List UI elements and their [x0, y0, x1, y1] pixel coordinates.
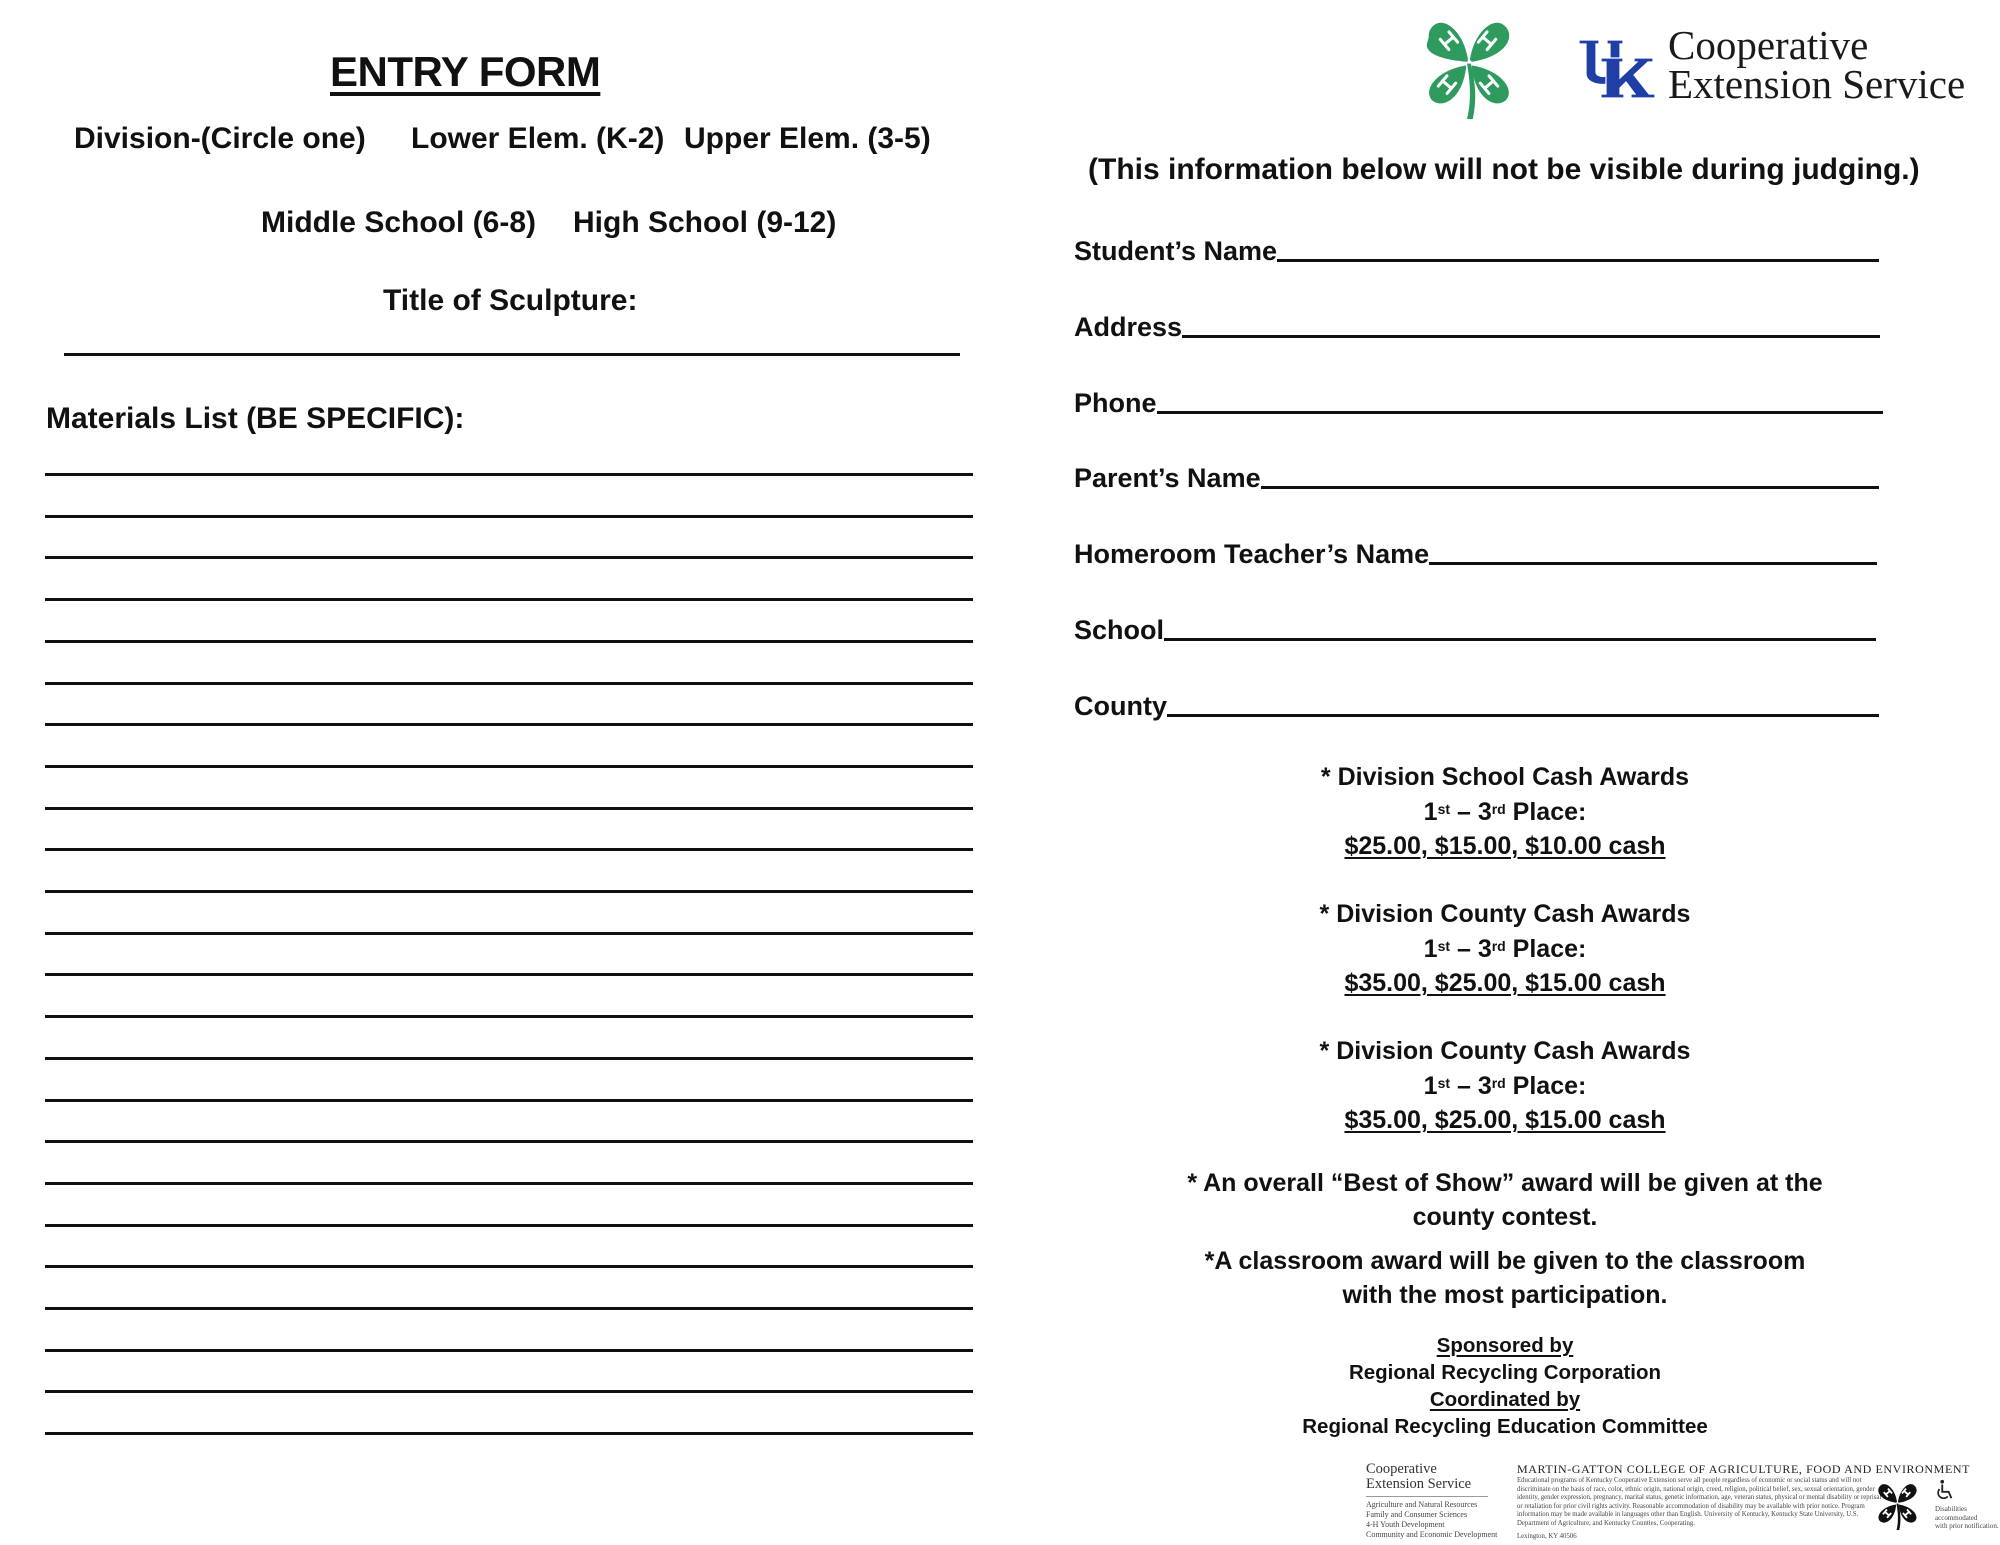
field-line[interactable]: [1167, 714, 1879, 717]
ordinal-rd: rd: [1491, 1074, 1506, 1091]
materials-line[interactable]: [45, 973, 973, 976]
field-line[interactable]: [1164, 638, 1876, 641]
program-item: Family and Consumer Sciences: [1366, 1510, 1468, 1519]
award-amounts: $35.00, $25.00, $15.00 cash: [1344, 1106, 1666, 1134]
judging-notice: (This information below will not be visible during judging.): [1088, 153, 1920, 186]
parent-name-field[interactable]: [1074, 463, 1879, 494]
cooperative-extension-service-wordmark: [1668, 22, 1966, 107]
division-option-lower-elem[interactable]: Lower Elem. (K-2): [411, 122, 665, 155]
award-heading: * Division County Cash Awards: [1319, 900, 1691, 928]
field-line[interactable]: [1182, 335, 1880, 338]
field-label: School: [1074, 615, 1165, 645]
phone-field[interactable]: [1074, 388, 1883, 419]
materials-line[interactable]: [45, 556, 973, 559]
homeroom-teacher-field[interactable]: [1074, 539, 1877, 570]
ordinal-st: st: [1437, 1074, 1451, 1091]
materials-line[interactable]: [45, 765, 973, 768]
materials-line[interactable]: [45, 1015, 973, 1018]
title-of-sculpture-field[interactable]: [64, 353, 960, 356]
student-name-field[interactable]: [1074, 236, 1879, 267]
award-heading: * Division County Cash Awards: [1319, 1037, 1691, 1065]
field-line[interactable]: [1157, 411, 1883, 414]
field-label: Phone: [1074, 388, 1157, 418]
access-line: with prior notification.: [1935, 1522, 1999, 1530]
org-line-2: Extension Service: [1668, 61, 1966, 107]
4h-clover-logo: [1417, 14, 1519, 119]
note-line: county contest.: [1412, 1203, 1598, 1231]
materials-line[interactable]: [45, 1349, 973, 1352]
footer-address: Lexington, KY 40506: [1517, 1533, 1577, 1540]
field-line[interactable]: [1261, 486, 1879, 489]
materials-line[interactable]: [45, 1099, 973, 1102]
footer-college-name: MARTIN-GATTON COLLEGE OF AGRICULTURE, FOOD AND ENVIRONMENT: [1517, 1462, 1971, 1476]
award-heading: * Division School Cash Awards: [1320, 763, 1690, 791]
place-third: 3: [1477, 797, 1492, 826]
footer-ces-line: Extension Service: [1366, 1476, 1472, 1492]
place-suffix: Place:: [1505, 1071, 1587, 1100]
sponsor-name: Regional Recycling Corporation: [1348, 1361, 1662, 1384]
materials-line[interactable]: [45, 1182, 973, 1185]
field-line[interactable]: [1277, 259, 1879, 262]
materials-line[interactable]: [45, 1307, 973, 1310]
materials-line[interactable]: [45, 1432, 973, 1435]
footer-4h-clover-icon: [1872, 1480, 1922, 1530]
program-item: Community and Economic Development: [1366, 1530, 1498, 1539]
materials-list-label: Materials List (BE SPECIFIC):: [46, 402, 465, 435]
dash: –: [1450, 934, 1478, 963]
dash: –: [1450, 1071, 1478, 1100]
field-label: County: [1074, 691, 1167, 721]
access-line: Disabilities: [1935, 1505, 1967, 1513]
ordinal-rd: rd: [1491, 937, 1506, 954]
note-line: *A classroom award will be given to the classroom: [1204, 1247, 1806, 1275]
materials-line[interactable]: [45, 515, 973, 518]
uk-logo: [1577, 36, 1657, 100]
division-option-upper-elem[interactable]: Upper Elem. (3-5): [684, 122, 931, 155]
note-line: with the most participation.: [1342, 1281, 1668, 1309]
materials-line[interactable]: [45, 890, 973, 893]
classroom-award-note: [1140, 1244, 1870, 1312]
sponsored-by-label: Sponsored by: [1436, 1334, 1574, 1357]
field-label: Student’s Name: [1074, 236, 1278, 266]
footer-programs: [1366, 1500, 1497, 1540]
materials-line[interactable]: [45, 1390, 973, 1393]
place-suffix: Place:: [1505, 934, 1587, 963]
ordinal-st: st: [1437, 800, 1451, 817]
place-third: 3: [1477, 1071, 1492, 1100]
materials-line[interactable]: [45, 640, 973, 643]
materials-line[interactable]: [45, 932, 973, 935]
materials-line[interactable]: [45, 473, 973, 476]
address-field[interactable]: [1074, 312, 1880, 343]
award-places: [1140, 932, 1870, 967]
place-first: 1: [1423, 1071, 1438, 1100]
place-third: 3: [1477, 934, 1492, 963]
org-line-1: Cooperative: [1668, 22, 1869, 68]
place-suffix: Place:: [1505, 797, 1587, 826]
materials-line[interactable]: [45, 1265, 973, 1268]
award-block-county-1: [1140, 897, 1870, 1001]
school-field[interactable]: [1074, 615, 1876, 646]
program-item: 4-H Youth Development: [1366, 1520, 1445, 1529]
division-option-middle-school[interactable]: Middle School (6-8): [261, 206, 537, 239]
materials-line[interactable]: [45, 598, 973, 601]
field-line[interactable]: [1429, 562, 1877, 565]
footer-ces-line: Cooperative: [1366, 1461, 1437, 1477]
place-first: 1: [1423, 797, 1438, 826]
award-amounts: $35.00, $25.00, $15.00 cash: [1344, 969, 1666, 997]
materials-line[interactable]: [45, 848, 973, 851]
entry-form-title: ENTRY FORM: [330, 48, 601, 95]
award-block-school: [1140, 760, 1870, 864]
footer-ces-wordmark: [1366, 1462, 1471, 1492]
materials-line[interactable]: [45, 1057, 973, 1060]
best-of-show-note: [1140, 1166, 1870, 1234]
division-option-high-school[interactable]: High School (9-12): [573, 206, 837, 239]
place-first: 1: [1423, 934, 1438, 963]
materials-line[interactable]: [45, 807, 973, 810]
coordinated-by-label: Coordinated by: [1429, 1388, 1581, 1411]
field-label: Parent’s Name: [1074, 463, 1261, 493]
materials-line[interactable]: [45, 723, 973, 726]
division-label: Division-(Circle one): [74, 122, 366, 155]
dash: –: [1450, 797, 1478, 826]
materials-line[interactable]: [45, 1224, 973, 1227]
materials-line[interactable]: [45, 682, 973, 685]
ordinal-st: st: [1437, 937, 1451, 954]
field-label: Homeroom Teacher’s Name: [1074, 539, 1430, 569]
sponsor-block: [1140, 1332, 1870, 1440]
field-label: Address: [1074, 312, 1183, 342]
award-places: [1140, 795, 1870, 830]
coordinator-name: Regional Recycling Education Committee: [1302, 1415, 1708, 1438]
ordinal-rd: rd: [1491, 800, 1506, 817]
access-line: accommodated: [1935, 1513, 1978, 1522]
note-line: * An overall “Best of Show” award will be given at the: [1187, 1169, 1823, 1197]
wheelchair-accessibility-icon: [1934, 1479, 1956, 1501]
award-places: [1140, 1069, 1870, 1104]
program-item: Agriculture and Natural Resources: [1366, 1500, 1478, 1509]
footer-nondiscrimination-statement: Educational programs of Kentucky Cooperative Extension serve all people regardless of economic or social status and will not discriminate on the basis of race, color, ethnic origin, national origin, creed, religion, political belief, sex, sexual orientation, gender identity, gender expression, pregnancy, marital status, genetic information, age, veteran status, physical or mental disability or reprisal or retaliation for prior civil rights activity. Reasonable accommodation of disability may be available with prior notice. Program information may be made available in languages other than English. University of Kentucky, Kentucky State University, U.S. Department of Agriculture, and Kentucky Counties, Cooperating.: [1517, 1477, 1882, 1527]
footer-accessibility-note: [1935, 1505, 1999, 1531]
award-amounts: $25.00, $15.00, $10.00 cash: [1344, 832, 1666, 860]
title-of-sculpture-label: Title of Sculpture:: [383, 284, 638, 317]
materials-line[interactable]: [45, 1140, 973, 1143]
award-block-county-2: [1140, 1034, 1870, 1138]
footer-divider: [1366, 1496, 1488, 1497]
county-field[interactable]: [1074, 691, 1879, 722]
